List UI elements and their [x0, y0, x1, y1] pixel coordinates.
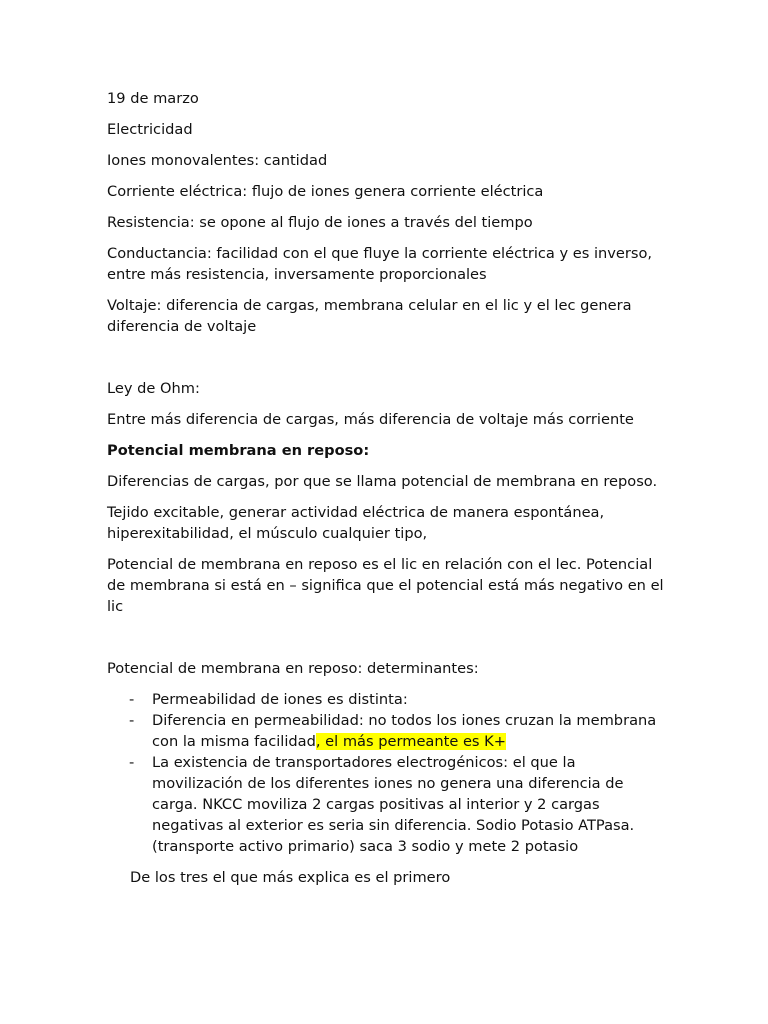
topic-title: Electricidad: [107, 121, 193, 138]
note-line: Voltaje: diferencia de cargas, membrana celular en el lic y el lec genera diferencia de voltaje: [107, 297, 632, 335]
blank-line: [107, 627, 667, 658]
highlighted-text: , el más permeante es K+: [315, 733, 506, 750]
bullet-dash: -: [129, 712, 135, 729]
bullet-dash: -: [129, 754, 135, 771]
list-item-text: La existencia de transportadores electrogénicos: el que la movilización de los diferentes iones no genera una diferencia de carga. NKCC moviliza 2 cargas positivas al interior y 2 cargas negativas al exterior es seria sin diferencia. Sodio Potasio ATPasa. (transporte activo primario) saca 3 sodio y mete 2 potasio: [152, 754, 635, 855]
determinants-heading: Potencial de membrana en reposo: determinantes:: [107, 660, 479, 677]
rest-potential-heading: Potencial membrana en reposo:: [107, 442, 370, 459]
note-line: Resistencia: se opone al flujo de iones a través del tiempo: [107, 214, 533, 231]
list-item-text: Diferencia en permeabilidad: no todos los iones cruzan la membrana con la misma facilidad: [152, 712, 657, 750]
bullet-dash: -: [129, 691, 135, 708]
note-line: Corriente eléctrica: flujo de iones genera corriente eléctrica: [107, 183, 544, 200]
ohm-heading: Ley de Ohm:: [107, 380, 200, 397]
note-line: Conductancia: facilidad con el que fluye la corriente eléctrica y es inverso, entre más resistencia, inversamente proporcionales: [107, 245, 653, 283]
list-item: [107, 752, 667, 857]
list-item: [107, 689, 667, 710]
rest-note: Tejido excitable, generar actividad eléctrica de manera espontánea, hiperexitabilidad, el músculo cualquier tipo,: [107, 504, 605, 542]
list-item: [107, 710, 667, 752]
blank-line: [107, 347, 667, 378]
rest-note: Potencial de membrana en reposo es el lic en relación con el lec. Potencial de membrana si está en – significa que el potencial está más negativo en el lic: [107, 556, 664, 615]
rest-note: Diferencias de cargas, por que se llama potencial de membrana en reposo.: [107, 473, 658, 490]
ohm-text: Entre más diferencia de cargas, más diferencia de voltaje más corriente: [107, 411, 634, 428]
date-line: 19 de marzo: [107, 90, 199, 107]
determinants-list: [107, 689, 667, 857]
list-item-text: Permeabilidad de iones es distinta:: [152, 691, 408, 708]
note-line: Iones monovalentes: cantidad: [107, 152, 328, 169]
closing-line: De los tres el que más explica es el primero: [130, 869, 451, 886]
document-body: [107, 88, 667, 888]
